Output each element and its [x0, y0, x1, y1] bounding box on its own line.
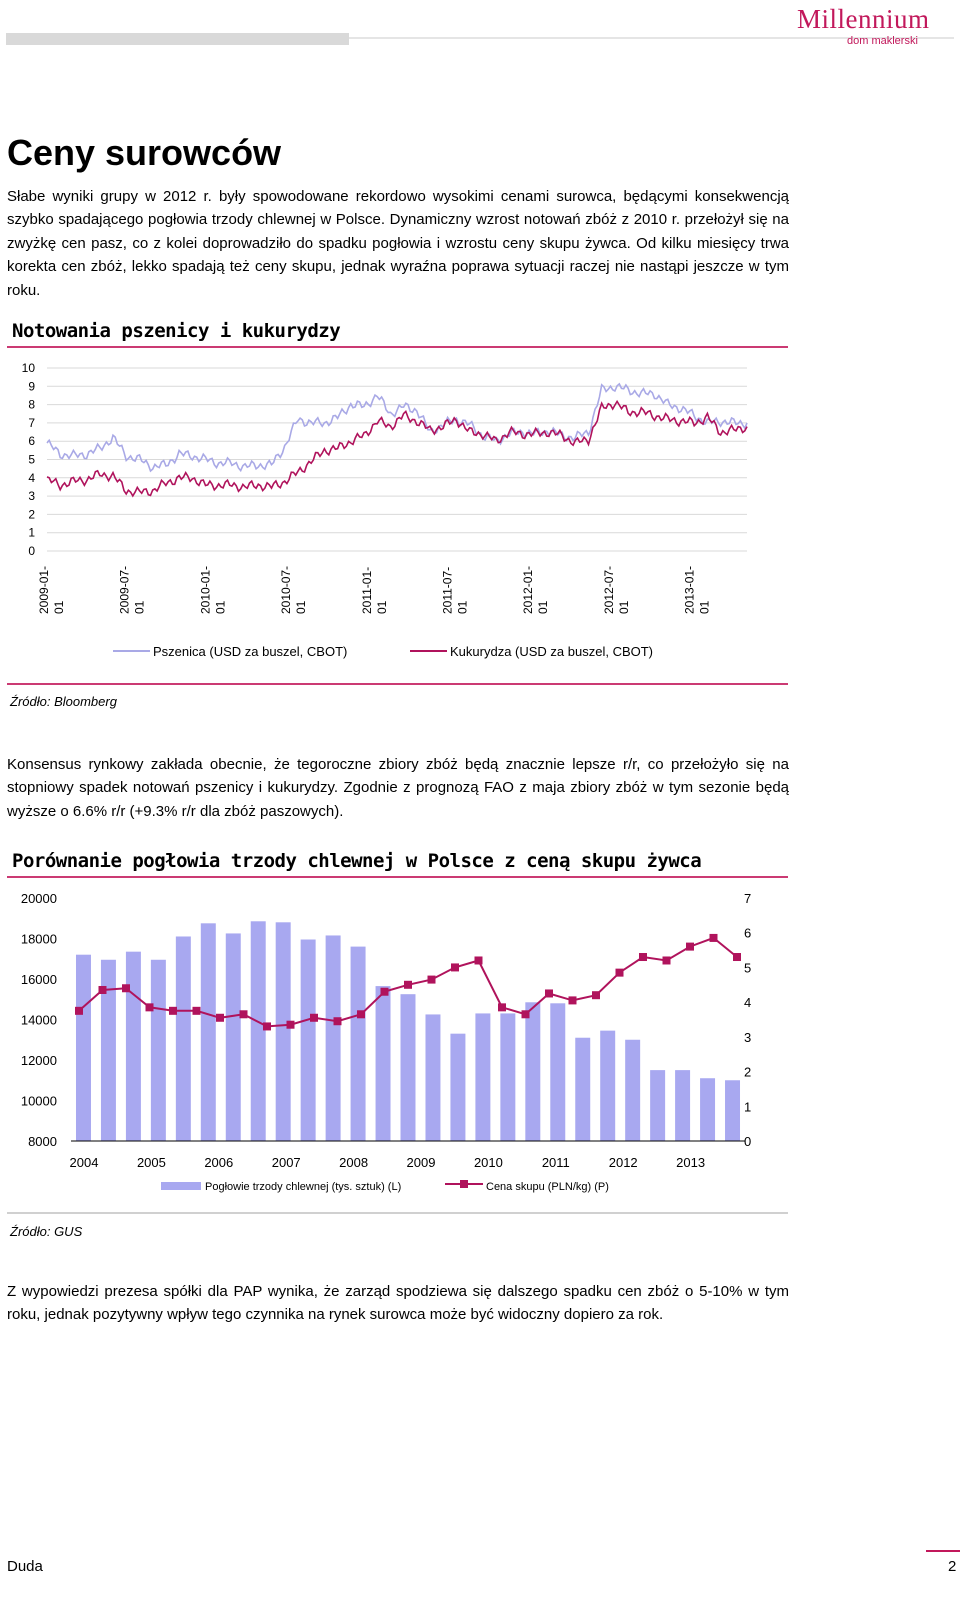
x-tick-label: [602, 566, 631, 614]
legend-corn-label: Kukurydza (USD za buszel, CBOT): [450, 644, 654, 659]
x-tick-label: 2013: [676, 1155, 706, 1170]
price-marker: [569, 996, 577, 1004]
y-right-tick-label: 0: [744, 1134, 752, 1149]
x-tick-label: [198, 566, 227, 614]
y-left-tick-label: 16000: [20, 972, 57, 987]
wheat-corn-chart: [7, 352, 788, 682]
x-tick-label: [521, 566, 550, 614]
brand-name: Millennium: [797, 4, 930, 34]
herd-bar: [201, 923, 216, 1141]
y-tick-label: 6: [28, 434, 35, 449]
y-tick-label: 8: [28, 397, 35, 412]
x-tick-label-line1: 2011-01-: [359, 566, 374, 614]
x-tick-label: 2011: [541, 1155, 570, 1170]
price-marker: [193, 1007, 201, 1015]
price-marker: [122, 984, 130, 992]
price-marker: [146, 1003, 154, 1011]
herd-bar: [650, 1070, 665, 1141]
x-tick-label: 2012: [608, 1155, 638, 1170]
legend-herd-swatch: [161, 1182, 201, 1190]
y-left-tick-label: 20000: [20, 891, 57, 906]
y-right-tick-label: 1: [744, 1099, 752, 1115]
herd-bar: [725, 1080, 740, 1141]
x-tick-label-line2: 01: [455, 600, 470, 614]
price-marker: [428, 976, 436, 984]
herd-bar: [450, 1034, 465, 1141]
y-tick-label: 9: [28, 379, 35, 394]
y-tick-label: 0: [28, 544, 35, 558]
herd-bar: [251, 921, 266, 1141]
price-marker: [616, 969, 624, 977]
price-marker: [522, 1010, 530, 1018]
x-tick-label: [683, 566, 712, 614]
price-marker: [381, 988, 389, 996]
price-marker: [287, 1021, 295, 1029]
y-right-tick-label: 7: [744, 891, 752, 906]
herd-bar: [700, 1078, 715, 1141]
price-marker: [639, 953, 647, 961]
x-tick-label-line1: 2010-07-: [279, 565, 294, 614]
price-marker: [475, 956, 483, 964]
y-tick-label: 1: [28, 525, 35, 540]
y-left-tick-label: 12000: [20, 1053, 57, 1068]
herd-bar: [550, 1003, 565, 1141]
pig-herd-chart: [7, 882, 788, 1212]
chart1-source: Źródło: Bloomberg: [10, 694, 117, 709]
y-left-tick-label: 18000: [20, 931, 57, 947]
wheat-series-line: [47, 384, 747, 471]
price-marker: [75, 1007, 83, 1015]
herd-bar: [500, 1013, 515, 1141]
legend-wheat-label: Pszenica (USD za buszel, CBOT): [153, 644, 348, 659]
herd-bar: [276, 922, 291, 1141]
x-tick-label: [37, 566, 66, 614]
y-tick-label: 3: [28, 489, 35, 504]
x-tick-label-line2: 01: [52, 600, 66, 614]
y-left-tick-label: 14000: [20, 1012, 57, 1028]
chart2-bottom-rule: [7, 1212, 788, 1214]
herd-bar: [351, 947, 366, 1141]
herd-bar: [675, 1070, 690, 1141]
x-tick-label-line1: 2013-01-: [682, 565, 697, 614]
legend-herd-label: Pogłowie trzody chlewnej (tys. sztuk) (L): [205, 1181, 402, 1193]
price-marker: [686, 943, 694, 951]
x-tick-label: 2009: [406, 1155, 436, 1170]
herd-bar: [76, 955, 91, 1141]
y-tick-label: 5: [28, 452, 35, 467]
x-tick-label: 2008: [339, 1155, 369, 1170]
price-marker: [545, 989, 553, 997]
x-tick-label-line1: 2011-07-: [440, 566, 455, 614]
y-tick-label: 10: [21, 361, 35, 375]
price-marker: [451, 963, 459, 971]
x-tick-label: 2005: [136, 1155, 166, 1170]
herd-bar: [126, 952, 141, 1141]
paragraph-consensus: Konsensus rynkowy zakłada obecnie, że tegoroczne zbiory zbóż będą znacznie lepsze r/r, co przełożyło się na stopniowy spadek notowań pszenicy i kukurydzy. Zgodnie z prognozą FAO z maja zbiory zbóż w tym sezonie będą wyższe o 6.6% r/r (+9.3% r/r dla zbóż paszowych).: [7, 756, 789, 820]
x-tick-label-line1: 2010-01-: [198, 565, 213, 614]
price-marker: [99, 986, 107, 994]
price-marker: [263, 1022, 271, 1030]
x-tick-label-line2: 01: [374, 600, 389, 614]
y-right-tick-label: 5: [744, 960, 752, 976]
chart2-source: Źródło: GUS: [10, 1224, 83, 1239]
herd-bar: [176, 936, 191, 1141]
chart1-bottom-rule: [7, 683, 788, 685]
herd-bar: [525, 1002, 540, 1141]
x-tick-label: [118, 566, 147, 614]
page-title: Ceny surowców: [7, 132, 282, 173]
x-tick-label-line2: 01: [536, 600, 551, 614]
x-tick-label-line1: 2012-07-: [601, 565, 616, 614]
x-tick-label-line2: 01: [213, 600, 228, 614]
corn-series-line: [47, 401, 747, 496]
y-right-tick-label: 3: [744, 1029, 752, 1045]
herd-bar: [625, 1040, 640, 1141]
x-tick-label: 2006: [204, 1155, 234, 1170]
page-number: 2: [948, 1558, 957, 1575]
chart2-title: Porównanie pogłowia trzody chlewnej w Polsce z ceną skupu żywca: [12, 850, 702, 872]
price-marker: [498, 1003, 506, 1011]
y-left-tick-label: 8000: [28, 1134, 57, 1149]
y-tick-label: 2: [28, 507, 35, 522]
price-marker: [663, 956, 671, 964]
herd-bar: [151, 960, 166, 1141]
price-marker: [710, 934, 718, 942]
legend-price-label: Cena skupu (PLN/kg) (P): [486, 1181, 609, 1193]
x-tick-label: [279, 566, 308, 614]
x-tick-label-line1: 2012-01-: [521, 565, 536, 614]
brand-sub: dom maklerski: [847, 35, 918, 47]
x-tick-label: [441, 567, 470, 614]
paragraph-intro: Słabe wyniki grupy w 2012 r. były spowodowane rekordowo wysokimi cenami surowca, będącymi konsekwencją szybko spadającego pogłowia trzody chlewnej w Polsce. Dynamiczny wzrost notowań zbóż z 2010 r. przełożył się na zwyżkę cen pasz, co z kolei doprowadziło do spadku pogłowia i wzrostu ceny skupu żywca. Od kilku miesięcy trwa korekta cen zbóż, lekko spadają też ceny skupu, jednak wyraźna poprawa sytuacji raczej nie nastąpi jeszcze w tym roku.: [7, 188, 789, 299]
chart1-top-rule: [7, 346, 788, 348]
herd-bar: [475, 1013, 490, 1141]
price-marker: [216, 1014, 224, 1022]
y-right-tick-label: 4: [744, 995, 752, 1011]
brand-logo: [795, 2, 945, 46]
price-marker: [592, 991, 600, 999]
y-tick-label: 7: [28, 415, 35, 430]
x-tick-label-line2: 01: [616, 600, 631, 614]
footer-author: Duda: [7, 1558, 43, 1575]
legend-price-marker: [460, 1180, 468, 1188]
chart1-title: Notowania pszenicy i kukurydzy: [12, 320, 341, 342]
price-marker: [733, 953, 741, 961]
herd-bar: [326, 935, 341, 1141]
herd-bar: [401, 994, 416, 1141]
herd-bar: [575, 1038, 590, 1141]
footer-accent: [926, 1550, 960, 1552]
x-tick-label: 2007: [271, 1155, 301, 1170]
x-tick-label-line2: 01: [697, 600, 712, 614]
y-right-tick-label: 6: [744, 925, 752, 941]
x-tick-label-line2: 01: [132, 600, 147, 614]
y-left-tick-label: 10000: [20, 1093, 57, 1109]
x-tick-label: 2004: [69, 1155, 99, 1170]
paragraph-ceo: Z wypowiedzi prezesa spółki dla PAP wynika, że zarząd spodziewa się dalszego spadku cen zbóż o 5-10% w tym roku, jednak pozytywny wpływ tego czynnika na rynek surowca może być widoczny dopiero za rok.: [7, 1283, 789, 1324]
price-marker: [240, 1010, 248, 1018]
herd-bar: [376, 986, 391, 1141]
x-tick-label: 2010: [473, 1155, 503, 1170]
price-marker: [334, 1017, 342, 1025]
herd-bar: [425, 1014, 440, 1141]
price-marker: [404, 981, 412, 989]
chart2-top-rule: [7, 876, 788, 878]
herd-bar: [226, 933, 241, 1141]
x-tick-label: [360, 567, 389, 614]
x-tick-label-line2: 01: [294, 600, 309, 614]
herd-bar: [301, 940, 316, 1141]
price-marker: [310, 1014, 318, 1022]
x-tick-label-line1: 2009-07-: [117, 565, 132, 614]
herd-bar: [600, 1031, 615, 1141]
price-marker: [357, 1010, 365, 1018]
y-tick-label: 4: [28, 470, 35, 485]
x-tick-label-line1: 2009-01-: [37, 565, 51, 614]
price-marker: [169, 1007, 177, 1015]
y-right-tick-label: 2: [744, 1064, 752, 1080]
